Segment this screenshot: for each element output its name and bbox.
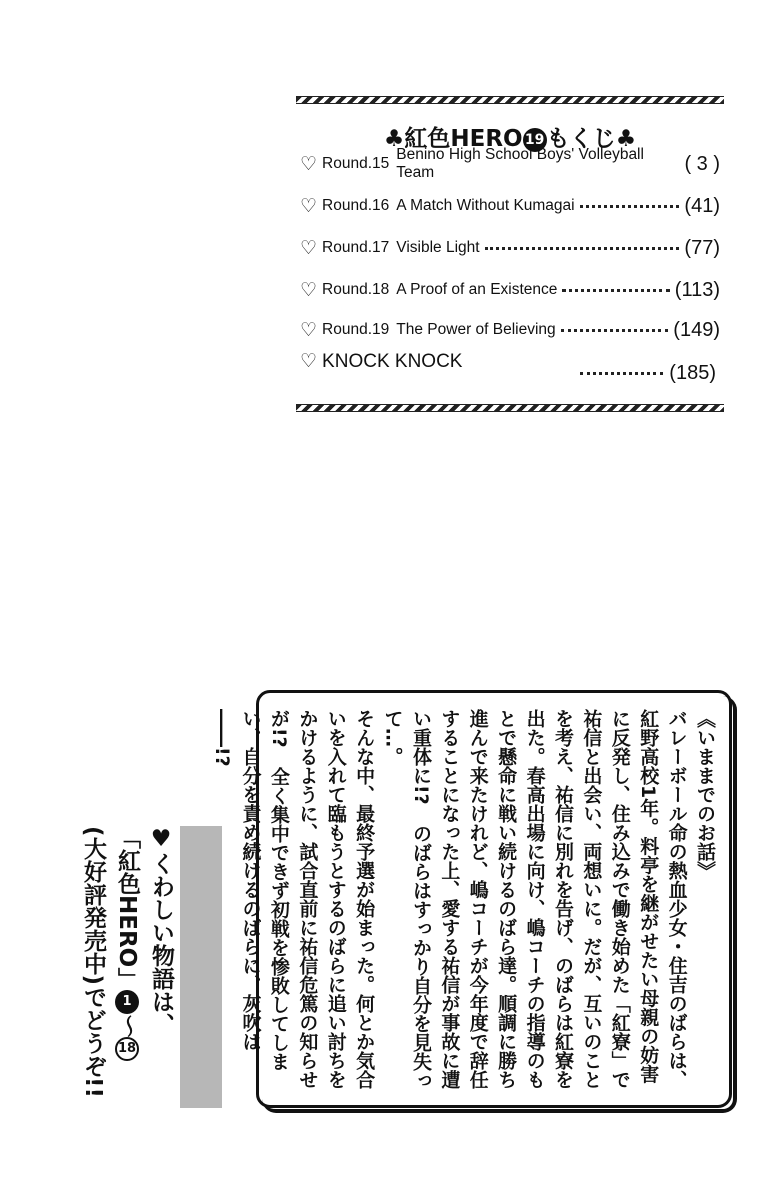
volume-number-badge: 19: [523, 128, 547, 152]
story-paragraph: バレーボール命の熱血少女・住吉のばらは、紅野高校1年。料亭を継がせたい母親の妨害に反発し、住み込みで働き始めた「紅寮」で祐信と出会い、両想いに。だが、互いのことを考え、祐信に別れを告げ、のばらは紅寮を出た。春高出場に向け、嶋コーチの指導のもとで懸命に戦い続けるのばら達。順調に勝ち進んで来たけれど、嶋コーチが今年度で辞任することになった上、愛する祐信が事故に遭い重体に!? のばらはすっかり自分を見失って…。: [381, 709, 688, 1090]
toc-chapter-title: A Proof of an Existence: [396, 281, 558, 298]
dot-leader: [561, 329, 669, 332]
side-note-text: (大好評発売中)でどうぞ!!: [80, 826, 106, 1099]
dot-leader: [485, 247, 680, 250]
toc-round: Round.19: [322, 321, 390, 338]
toc-round: Round.16: [322, 197, 390, 214]
volume-end-badge: 18: [115, 1037, 139, 1061]
toc-page: (77): [684, 236, 720, 259]
heart-icon: ♡: [300, 195, 318, 217]
story-summary-box: [211, 690, 732, 1108]
dot-leader: [580, 205, 680, 208]
side-note-line: [78, 826, 108, 1116]
toc-entry[interactable]: [300, 276, 720, 304]
side-note-text: ♥くわしい物語は、: [148, 826, 174, 1036]
heart-icon: ♡: [300, 351, 318, 372]
heart-icon: ♡: [300, 153, 318, 175]
toc-chapter-title: The Power of Believing: [396, 321, 556, 338]
toc-title-suffix: もくじ♣: [546, 126, 637, 152]
story-heading: 《いままでのお話》: [694, 709, 716, 880]
toc-page: (149): [673, 318, 720, 341]
toc-chapter-title: A Match Without Kumagai: [396, 197, 575, 214]
story-paragraph: そんな中、最終予選が始まった。何とか気合いを入れて臨もうとするのばらに追い討ちをかけるように、試合直前に祐信危篤の知らせが!? 全く集中できず初戦を惨敗してしまい、自分を責め続けるのばらに、灰吹は――!?: [211, 709, 376, 1089]
toc-chapter-title: Benino High School Boys' Volleyball Team: [396, 146, 644, 181]
toc-round: Round.15: [322, 155, 390, 172]
toc-page: (41): [684, 194, 720, 217]
side-note-line: [146, 826, 176, 1116]
toc-title-prefix: ♣紅色HERO: [383, 126, 523, 152]
story-summary-text: [208, 709, 719, 1093]
side-note-line: [112, 826, 142, 1116]
heart-icon: ♡: [300, 279, 318, 301]
bottom-divider: [296, 404, 724, 412]
side-note-tilde: 〜: [114, 1014, 140, 1038]
side-note-highlight: [180, 826, 222, 1108]
toc-knock-page-row: [580, 362, 716, 385]
toc-entry-knock[interactable]: [300, 350, 462, 373]
toc-page: (113): [674, 278, 720, 301]
toc-chapter-title: Visible Light: [396, 239, 480, 256]
toc-page: ( 3 ): [684, 152, 720, 175]
dot-leader: [580, 372, 663, 375]
top-divider: [296, 96, 724, 104]
volume-start-badge: 1: [115, 990, 139, 1014]
toc-round: Round.18: [322, 281, 390, 298]
side-note-text: 「紅色HERO」: [114, 826, 140, 991]
toc-entry[interactable]: [300, 234, 720, 262]
toc-entry[interactable]: [300, 192, 720, 220]
toc-entry[interactable]: [300, 146, 720, 181]
heart-icon: ♡: [300, 319, 318, 341]
toc-page: (185): [669, 362, 716, 384]
dot-leader: [562, 289, 669, 292]
toc-round: Round.17: [322, 239, 390, 256]
toc-chapter-title: KNOCK KNOCK: [322, 350, 463, 372]
toc-entry[interactable]: [300, 316, 720, 344]
heart-icon: ♡: [300, 237, 318, 259]
